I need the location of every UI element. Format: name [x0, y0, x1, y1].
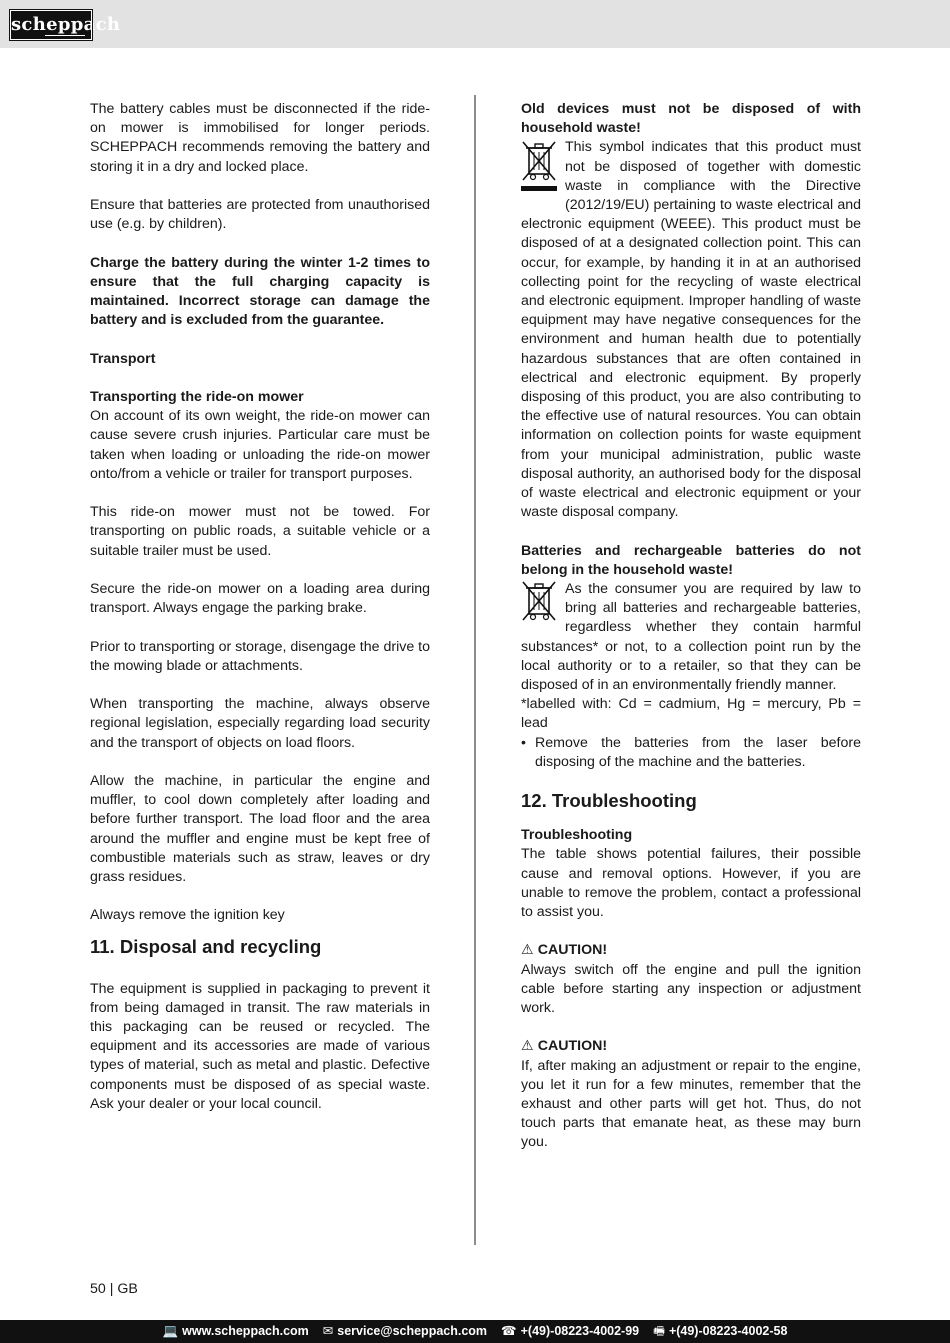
- section-12-heading: 12. Troubleshooting: [521, 790, 697, 812]
- footer-bar: [0, 1320, 950, 1343]
- footer-fax: [653, 1320, 787, 1343]
- weee-block: [521, 138, 861, 522]
- batteries-paragraph: As the consumer you are required by law to bring all batteries and rechargeable batteries, regardless whether they contain harmful substances* or not, to a collection point run by the local authority or to a retailer, so that they can be disposed of in an environmentally friendly manner.: [521, 581, 861, 694]
- ignition-key-paragraph: Always remove the ignition key: [90, 907, 285, 924]
- caution-1-label: CAUTION!: [537, 942, 608, 959]
- mail-icon: ✉: [322, 1324, 334, 1338]
- footer-phone[interactable]: [501, 1320, 639, 1343]
- crossed-battery-bin-icon: [521, 580, 561, 636]
- battery-cables-paragraph: The battery cables must be disconnected if the ride-on mower is immobilised for longer periods. SCHEPPACH recommends removing the battery and storing it in a dry and locked place.: [90, 101, 430, 175]
- bullet-mark: •: [521, 734, 526, 751]
- left-column: [90, 100, 430, 1114]
- transport-heading: Transport: [90, 350, 156, 367]
- troubleshooting-subheading: Troubleshooting: [521, 827, 633, 844]
- disengage-drive-paragraph: Prior to transporting or storage, disengage the drive to the mowing blade or attachments.: [90, 638, 430, 674]
- footer-email-text: service@scheppach.com: [337, 1324, 488, 1338]
- battery-charge-warning: Charge the battery during the winter 1-2 times to ensure that the full charging capacity is maintained. Incorrect storage can damage the battery and is excluded from the guarantee.: [90, 254, 430, 329]
- old-devices-heading: Old devices must not be disposed of with household waste!: [521, 101, 861, 137]
- warning-icon: ⚠: [521, 942, 534, 959]
- phone-icon: ☎: [501, 1324, 517, 1338]
- remove-batteries-text: Remove the batteries from the laser before disposing of the machine and the batteries.: [535, 734, 861, 770]
- troubleshooting-paragraph: The table shows potential failures, their possible cause and removal options. However, if you are unable to remove the problem, contact a professional to assist you.: [521, 846, 861, 920]
- warning-icon: ⚠: [521, 1038, 534, 1055]
- regional-legislation-paragraph: When transporting the machine, always observe regional legislation, especially regarding load security and the transport of objects on load floors.: [90, 696, 430, 751]
- right-column: [521, 100, 861, 1153]
- logo-text: scheppach: [11, 14, 121, 35]
- list-item: [521, 734, 861, 772]
- footer-web-text: www.scheppach.com: [182, 1324, 309, 1338]
- column-divider: [474, 95, 476, 1245]
- fax-icon: 🖷: [653, 1324, 665, 1338]
- packaging-paragraph: The equipment is supplied in packaging to prevent it from being damaged in transit. The raw materials in this packaging can be reused or recycled. The equipment and its accessories are made of various types of material, such as metal and plastic. Defective components must be disposed of as special waste. Ask your dealer or your local council.: [90, 980, 430, 1112]
- footer-email[interactable]: [323, 1320, 487, 1343]
- battery-protection-paragraph: Ensure that batteries are protected from unauthorised use (e.g. by children).: [90, 197, 430, 233]
- transport-weight-paragraph: On account of its own weight, the ride-on mower can cause severe crush injuries. Particular care must be taken when loading or unloading the ride-on mower onto/from a vehicle or trailer for transport purposes.: [90, 408, 430, 482]
- scheppach-logo: [10, 10, 121, 40]
- crossed-bin-icon: [521, 138, 561, 208]
- header-band: [0, 0, 950, 48]
- footer-fax-text: +(49)-08223-4002-58: [668, 1324, 788, 1338]
- batteries-block: [521, 580, 861, 695]
- logo-underline: [45, 35, 85, 36]
- computer-icon: 💻: [162, 1324, 179, 1338]
- caution-1-text: Always switch off the engine and pull the ignition cable before starting any inspection or adjustment work.: [521, 961, 861, 1016]
- footer-web[interactable]: [163, 1320, 309, 1343]
- caution-1-label-line: [521, 941, 861, 960]
- batteries-heading: Batteries and rechargeable batteries do not belong in the household waste!: [521, 542, 861, 578]
- secure-mower-paragraph: Secure the ride-on mower on a loading area during transport. Always engage the parking brake.: [90, 580, 430, 617]
- labelled-note: *labelled with: Cd = cadmium, Hg = mercury, Pb = lead: [521, 696, 861, 732]
- section-11-heading: 11. Disposal and recycling: [90, 935, 322, 957]
- towing-paragraph: This ride-on mower must not be towed. For transporting on public roads, a suitable vehicle or a suitable trailer must be used.: [90, 504, 430, 559]
- cool-down-paragraph: Allow the machine, in particular the engine and muffler, to cool down completely after loading and before further transport. The load floor and the area around the muffler and engine must be kept free of combustible materials such as straw, leaves or dry grass residues.: [90, 772, 430, 885]
- caution-2-label-line: [521, 1037, 861, 1056]
- transport-subheading: Transporting the ride-on mower: [90, 388, 304, 405]
- footer-phone-text: +(49)-08223-4002-99: [520, 1324, 640, 1338]
- caution-2-label: CAUTION!: [537, 1038, 608, 1055]
- caution-2-text: If, after making an adjustment or repair to the engine, you let it run for a few minutes, remember that the exhaust and other parts will get hot. Thus, do not touch parts that emanate heat, as these may burn you.: [521, 1057, 861, 1151]
- weee-paragraph: This symbol indicates that this product must not be disposed of together with domestic waste in compliance with the Directive (2012/19/EU) pertaining to waste electrical and electronic equipment (WEEE). This product must be disposed of at a designated collection point. This can occur, for example, by handing it in at an authorised collecting point for the recycling of waste electrical and electronic equipment. Improper handling of waste equipment may have negative consequences for the environment and human health due to potentially hazardous substances that are often contained in electrical and electronic equipment. By properly disposing of this product, you are also contributing to the effective use of natural resources. You can obtain information on collection points for waste equipment from your municipal administration, public waste disposal authority, an authorised body for the disposal of waste electrical and electronic equipment or your waste disposal company.: [521, 139, 861, 521]
- page-number: 50 | GB: [90, 1281, 138, 1297]
